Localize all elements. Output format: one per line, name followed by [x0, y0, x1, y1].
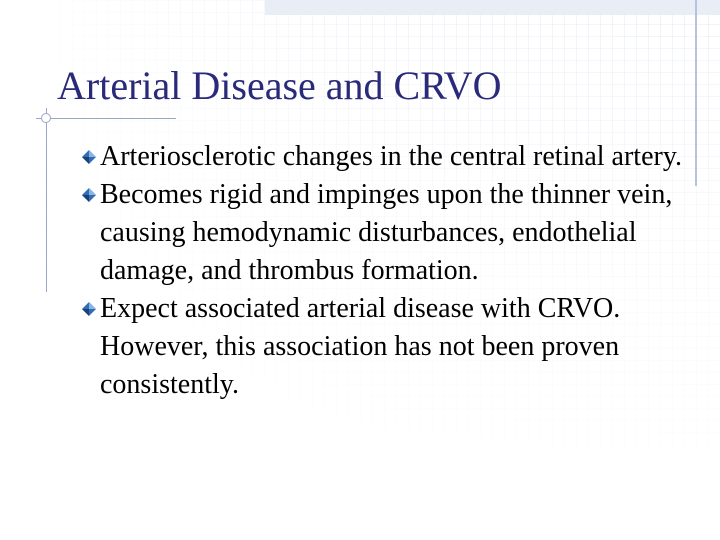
bullet-text: Arteriosclerotic changes in the central retinal artery. — [100, 141, 683, 172]
bullet-item — [80, 290, 700, 404]
diamond-bullet-icon — [82, 150, 96, 164]
bullet-list — [80, 138, 700, 404]
vertical-accent-line — [46, 108, 47, 292]
title-underline — [36, 118, 176, 119]
slide-title: Arterial Disease and CRVO — [57, 63, 502, 108]
bullet-item — [80, 176, 700, 290]
bullet-text: Becomes rigid and impinges upon the thinner vein, causing hemodynamic disturbances, endothelial damage, and thrombus formation. — [100, 179, 673, 286]
bullet-text: Expect associated arterial disease with CRVO. However, this association has not been proven consistently. — [100, 293, 621, 400]
accent-circle — [41, 113, 51, 123]
diamond-bullet-icon — [82, 188, 96, 202]
bullet-item — [80, 138, 700, 176]
diamond-bullet-icon — [82, 302, 96, 316]
